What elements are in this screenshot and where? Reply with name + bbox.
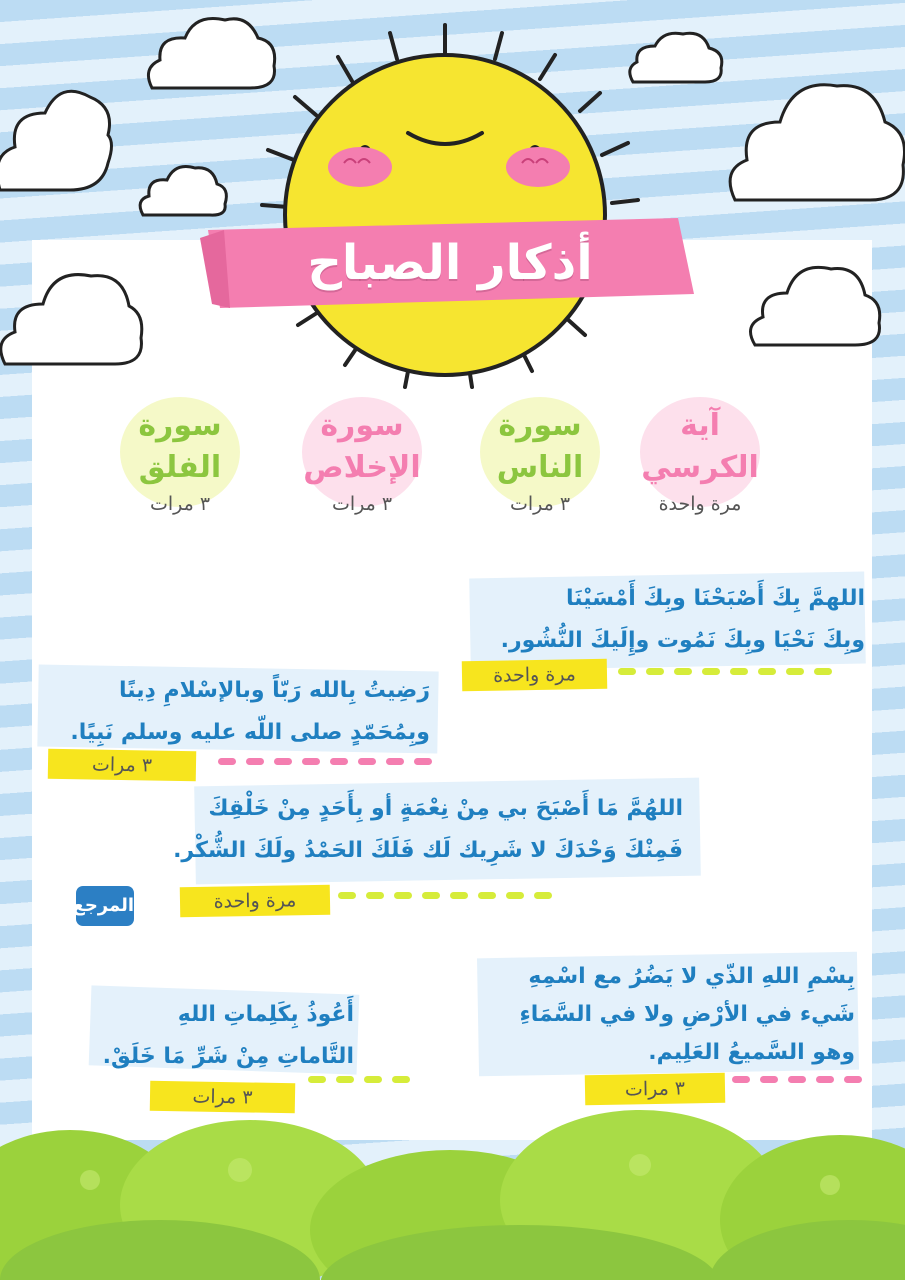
sura-count: مرة واحدة — [658, 493, 742, 515]
sura-name-line2: الكرسي — [641, 450, 759, 485]
dua-count-tag: ٣ مرات — [150, 1081, 296, 1114]
page-title: أذكار الصباح — [307, 235, 593, 291]
dua-2 — [45, 670, 430, 754]
dua-count-tag: مرة واحدة — [180, 885, 331, 918]
sura-name-line1: آية — [680, 408, 720, 443]
dua-5 — [96, 994, 354, 1078]
dotted-divider — [618, 668, 832, 678]
dua-4 — [475, 958, 855, 1072]
dua-line: وبِمُحَمّدٍ صلى اللّه عليه وسلم نَبِيًا. — [70, 720, 430, 745]
dua-line: اللهمَّ بِكَ أَصْبَحْنَا وبِكَ أَمْسَيْنَا — [565, 586, 865, 611]
sura-name-line2: الفلق — [138, 450, 222, 485]
dua-line: رَضِيتُ بِالله رَبّاً وبالإسْلامِ دِينًا — [119, 678, 430, 703]
dua-line: وهو السَّميعُ العَلِيم. — [648, 1040, 855, 1065]
dua-3 — [173, 788, 683, 872]
sura-count: ٣ مرات — [509, 493, 571, 515]
sura-count: ٣ مرات — [331, 493, 393, 515]
dua-count-tag: ٣ مرات — [585, 1073, 726, 1105]
sura-name-line1: سورة — [138, 408, 222, 443]
dua-line: بِسْمِ اللهِ الذّي لا يَضُرُ مع اسْمِهِ — [528, 964, 855, 989]
dua-line: شَيء في الأرْضِ ولا في السَّمَاءِ — [519, 1002, 855, 1027]
dotted-divider — [218, 758, 432, 768]
dotted-divider — [732, 1076, 862, 1086]
sura-name-line1: سورة — [498, 408, 582, 443]
dotted-divider — [308, 1076, 410, 1086]
bushes-decoration — [0, 1110, 905, 1280]
dua-line: التَّاماتِ مِنْ شَرِّ مَا خَلَقْ. — [102, 1044, 354, 1069]
dua-line: أَعُوذُ بِكَلِماتِ اللهِ — [177, 1002, 354, 1027]
dua-line: اللهُمَّ مَا أَصْبَحَ بي مِنْ نِعْمَةٍ أو بِأَحَدٍ مِنْ خَلْقِكَ — [208, 796, 683, 821]
dua-1 — [445, 578, 865, 662]
sura-name-line2: الناس — [496, 450, 584, 485]
cloud-icon — [0, 55, 115, 200]
cloud-icon — [0, 260, 145, 372]
sura-al-ikhlas — [292, 405, 432, 515]
sura-ayat-al-kursi — [630, 405, 770, 515]
dua-count-tag: مرة واحدة — [462, 659, 608, 692]
cloud-icon — [745, 255, 885, 353]
dotted-divider — [338, 892, 552, 902]
sura-an-nas — [470, 405, 610, 515]
dua-line: فَمِنْكَ وَحْدَكَ لا شَرِيك لَك فَلَكَ الحَمْدُ ولَكَ الشُّكْر. — [173, 838, 683, 863]
sura-name-line1: سورة — [320, 408, 404, 443]
sura-count: ٣ مرات — [149, 493, 211, 515]
sura-al-falaq — [110, 405, 250, 515]
cloud-icon — [725, 60, 905, 210]
dua-count-tag: ٣ مرات — [48, 749, 197, 782]
dua-line: وبِكَ نَحْيَا وبِكَ نَمُوت وإِلَيكَ النُّشُور. — [500, 628, 865, 653]
site-logo[interactable]: المرجع — [76, 886, 134, 926]
sura-name-line2: الإخلاص — [303, 450, 421, 485]
